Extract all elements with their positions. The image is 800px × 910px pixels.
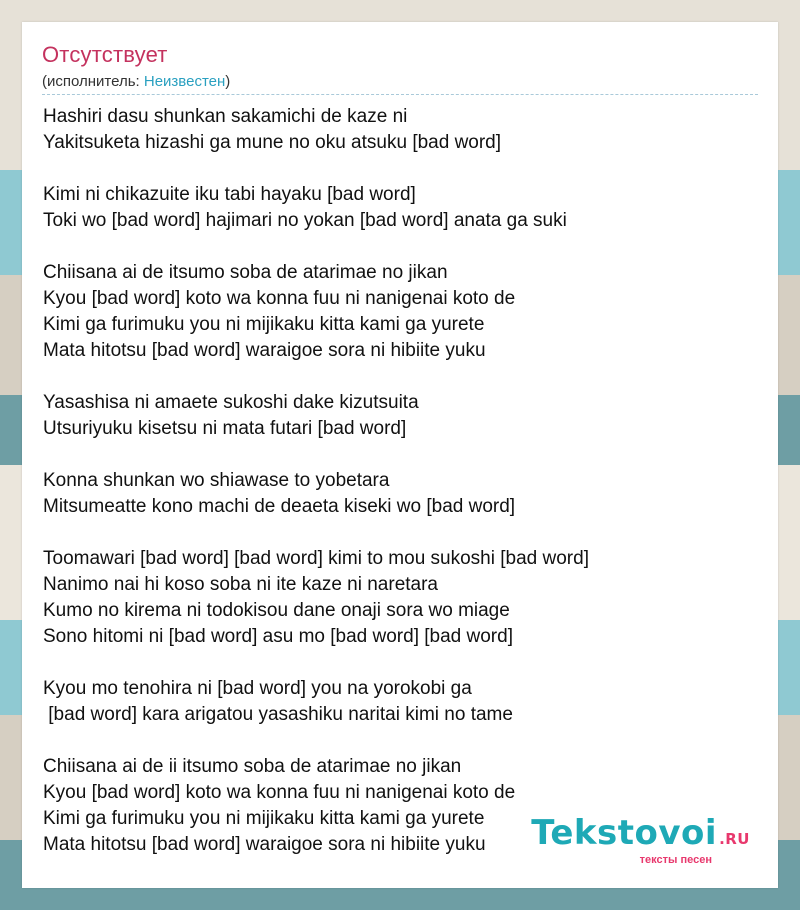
lyric-line: Kimi ni chikazuite iku tabi hayaku [bad word] bbox=[43, 184, 416, 205]
stanza bbox=[43, 676, 763, 728]
lyric-line: Kumo no kirema ni todokisou dane onaji sora wo miage bbox=[43, 600, 510, 621]
logo-wordmark bbox=[531, 815, 750, 857]
logo-tagline: тексты песен bbox=[639, 854, 712, 866]
divider bbox=[42, 94, 758, 95]
artist-suffix: ) bbox=[225, 73, 231, 90]
lyric-line: [bad word] kara arigatou yasashiku naritai kimi no tame bbox=[43, 704, 513, 725]
lyric-line: Kyou [bad word] koto wa konna fuu ni nanigenai koto de bbox=[43, 782, 516, 803]
lyrics-card bbox=[22, 22, 778, 888]
artist-link[interactable]: Неизвестен bbox=[143, 73, 226, 90]
logo-name: Tekstovoi bbox=[531, 813, 718, 853]
logo-tld: .RU bbox=[719, 830, 750, 848]
stanza bbox=[43, 390, 763, 442]
stanza bbox=[43, 104, 763, 156]
lyric-line: Utsuriyuku kisetsu ni mata futari [bad word] bbox=[43, 418, 407, 439]
lyric-line: Kimi ga furimuku you ni mijikaku kitta kami ga yurete bbox=[43, 808, 485, 829]
stanza bbox=[43, 546, 763, 650]
lyric-line: Chiisana ai de itsumo soba de atarimae no jikan bbox=[43, 262, 448, 283]
lyric-line: Sono hitomi ni [bad word] asu mo [bad word] [bad word] bbox=[43, 626, 513, 647]
lyrics-body bbox=[43, 104, 763, 858]
lyric-line: Nanimo nai hi koso soba ni ite kaze ni naretara bbox=[43, 574, 439, 595]
lyric-line: Yasashisa ni amaete sukoshi dake kizutsuita bbox=[43, 392, 419, 413]
lyric-line: Toki wo [bad word] hajimari no yokan [bad word] anata ga suki bbox=[43, 210, 567, 231]
site-logo[interactable] bbox=[531, 815, 750, 866]
artist-prefix: (исполнитель: bbox=[42, 73, 144, 90]
lyric-line: Chiisana ai de ii itsumo soba de atarimae no jikan bbox=[43, 756, 462, 777]
lyric-line: Kimi ga furimuku you ni mijikaku kitta kami ga yurete bbox=[43, 314, 485, 335]
artist-line bbox=[42, 73, 230, 90]
lyric-line: Konna shunkan wo shiawase to yobetara bbox=[43, 470, 390, 491]
song-title: Отсутствует bbox=[42, 42, 168, 67]
lyric-line: Toomawari [bad word] [bad word] kimi to mou sukoshi [bad word] bbox=[43, 548, 589, 569]
stanza bbox=[43, 182, 763, 234]
stanza bbox=[43, 260, 763, 364]
lyric-line: Kyou [bad word] koto wa konna fuu ni nanigenai koto de bbox=[43, 288, 516, 309]
stanza bbox=[43, 468, 763, 520]
lyric-line: Kyou mo tenohira ni [bad word] you na yorokobi ga bbox=[43, 678, 472, 699]
lyric-line: Yakitsuketa hizashi ga mune no oku atsuku [bad word] bbox=[43, 132, 502, 153]
lyric-line: Mata hitotsu [bad word] waraigoe sora ni hibiite yuku bbox=[43, 834, 486, 855]
lyric-line: Hashiri dasu shunkan sakamichi de kaze ni bbox=[43, 106, 408, 127]
lyric-line: Mitsumeatte kono machi de deaeta kiseki wo [bad word] bbox=[43, 496, 516, 517]
lyric-line: Mata hitotsu [bad word] waraigoe sora ni hibiite yuku bbox=[43, 340, 486, 361]
